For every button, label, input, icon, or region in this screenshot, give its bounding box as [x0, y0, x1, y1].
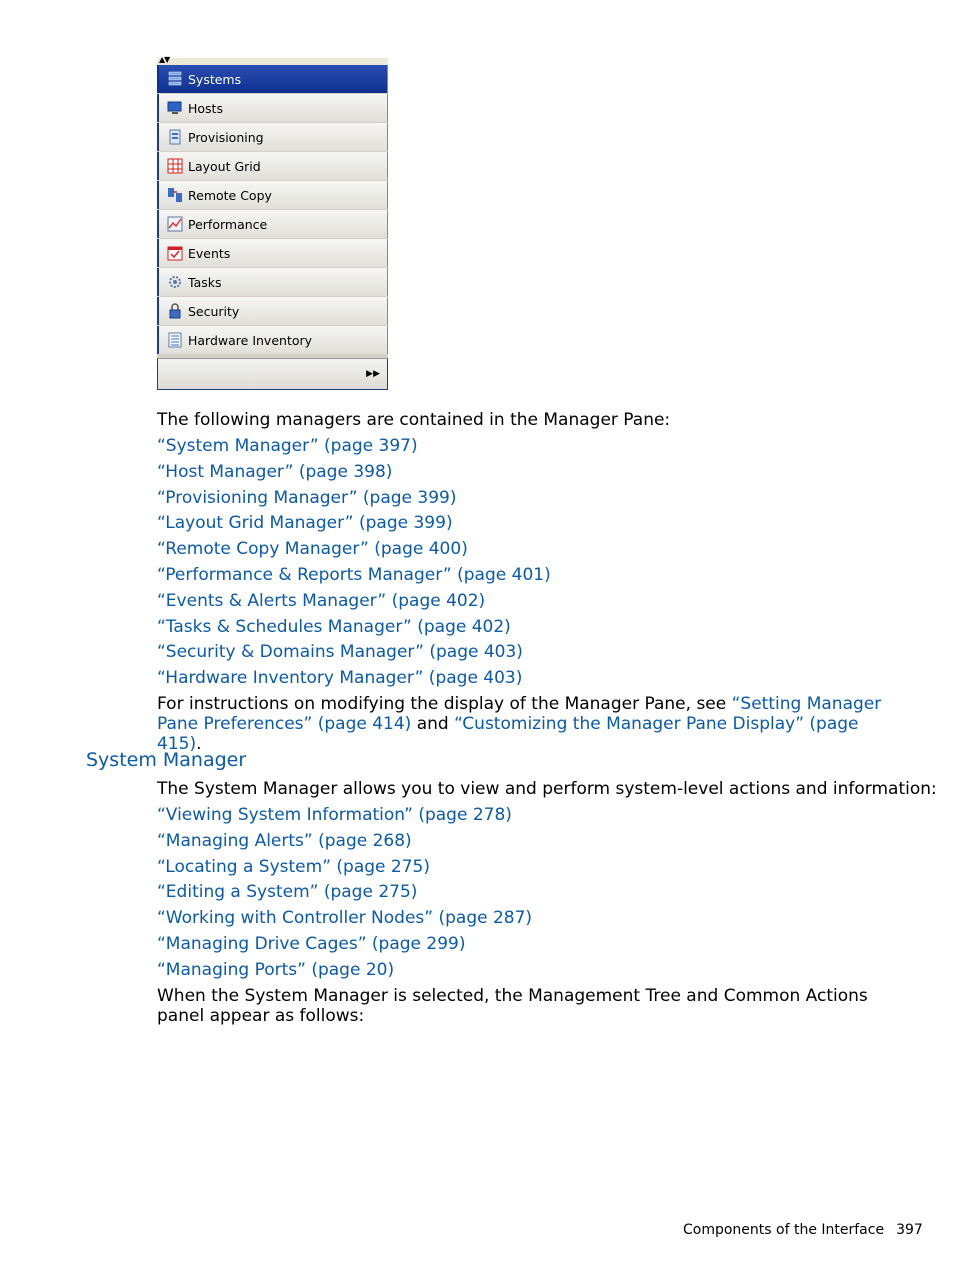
- pane-item-label: Performance: [188, 216, 268, 232]
- manager-link[interactable]: “Performance & Reports Manager” (page 401): [157, 565, 551, 585]
- pane-footer: [157, 358, 388, 390]
- system-topic-link[interactable]: “Locating a System” (page 275): [157, 856, 430, 877]
- pane-item-performance[interactable]: [157, 210, 388, 238]
- manager-link[interactable]: “Layout Grid Manager” (page 399): [157, 513, 453, 534]
- system-topic-link[interactable]: “Working with Controller Nodes” (page 287): [157, 908, 533, 929]
- pane-item-hosts[interactable]: [157, 94, 388, 122]
- manager-link[interactable]: “Events & Alerts Manager” (page 402): [157, 590, 486, 611]
- pane-item-systems[interactable]: [157, 65, 388, 93]
- pane-item-security[interactable]: [157, 297, 388, 325]
- security-icon: [166, 302, 184, 320]
- pane-item-label: Hosts: [188, 100, 223, 116]
- section-heading: System Manager: [86, 749, 247, 771]
- pane-resize-bar[interactable]: [157, 55, 388, 65]
- pane-item-provisioning[interactable]: [157, 123, 388, 151]
- remote-copy-icon: [166, 186, 184, 204]
- events-icon: [166, 244, 184, 262]
- customizing-display-link[interactable]: “Customizing the Manager Pane Display” (page 415): [157, 714, 859, 754]
- systems-icon: [166, 70, 184, 88]
- intro-text: The following managers are contained in the Manager Pane:: [157, 410, 671, 430]
- manager-link[interactable]: “Host Manager” (page 398): [157, 461, 393, 482]
- pane-item-label: Events: [188, 245, 231, 261]
- pane-item-label: Provisioning: [188, 129, 264, 145]
- system-topic-link[interactable]: “Managing Drive Cages” (page 299): [157, 934, 466, 954]
- system-topic-link[interactable]: “Viewing System Information” (page 278): [157, 805, 512, 825]
- manager-link[interactable]: “Provisioning Manager” (page 399): [157, 487, 457, 508]
- instructions-suffix: .: [196, 734, 202, 754]
- manager-link[interactable]: “System Manager” (page 397): [157, 436, 418, 456]
- instructions-prefix: For instructions on modifying the display of the Manager Pane, see: [157, 694, 732, 714]
- section-intro: The System Manager allows you to view and perform system-level actions and information:: [157, 779, 937, 799]
- performance-icon: [166, 215, 184, 233]
- manager-pane: [157, 55, 388, 390]
- instructions-middle: and: [411, 714, 455, 734]
- manager-link[interactable]: “Hardware Inventory Manager” (page 403): [157, 668, 523, 689]
- system-topic-link[interactable]: “Editing a System” (page 275): [157, 882, 418, 903]
- resize-arrows-icon[interactable]: ▲▼: [159, 55, 170, 64]
- tasks-icon: [166, 273, 184, 291]
- layout-grid-icon: [166, 157, 184, 175]
- pane-item-label: Remote Copy: [188, 187, 272, 203]
- manager-link[interactable]: “Security & Domains Manager” (page 403): [157, 642, 523, 663]
- pane-item-events[interactable]: [157, 239, 388, 267]
- page-footer: [683, 1222, 923, 1238]
- pane-item-hardware-inventory[interactable]: [157, 326, 388, 354]
- pane-item-tasks[interactable]: [157, 268, 388, 296]
- pane-item-label: Security: [188, 303, 240, 319]
- pane-item-label: Tasks: [188, 274, 222, 290]
- closing-paragraph: When the System Manager is selected, the Management Tree and Common Actions panel appear as follows:: [157, 986, 868, 1026]
- system-topic-link[interactable]: “Managing Ports” (page 20): [157, 959, 395, 980]
- pane-item-label: Layout Grid: [188, 158, 261, 174]
- hardware-inventory-icon: [166, 331, 184, 349]
- setting-preferences-link[interactable]: “Setting Manager Pane Preferences” (page 414): [157, 694, 882, 734]
- pane-item-label: Systems: [188, 71, 242, 87]
- instructions-paragraph: [157, 694, 902, 754]
- chevron-double-right-icon[interactable]: ▶▶: [366, 369, 380, 379]
- hosts-icon: [166, 99, 184, 117]
- provisioning-icon: [166, 128, 184, 146]
- pane-item-layout-grid[interactable]: [157, 152, 388, 180]
- pane-item-label: Hardware Inventory: [188, 332, 313, 348]
- system-topic-link[interactable]: “Managing Alerts” (page 268): [157, 830, 412, 851]
- manager-link[interactable]: “Tasks & Schedules Manager” (page 402): [157, 616, 511, 637]
- manager-link[interactable]: “Remote Copy Manager” (page 400): [157, 539, 468, 560]
- footer-chapter: Components of the Interface: [683, 1222, 885, 1238]
- pane-item-remote-copy[interactable]: [157, 181, 388, 209]
- footer-page-number: 397: [896, 1222, 923, 1238]
